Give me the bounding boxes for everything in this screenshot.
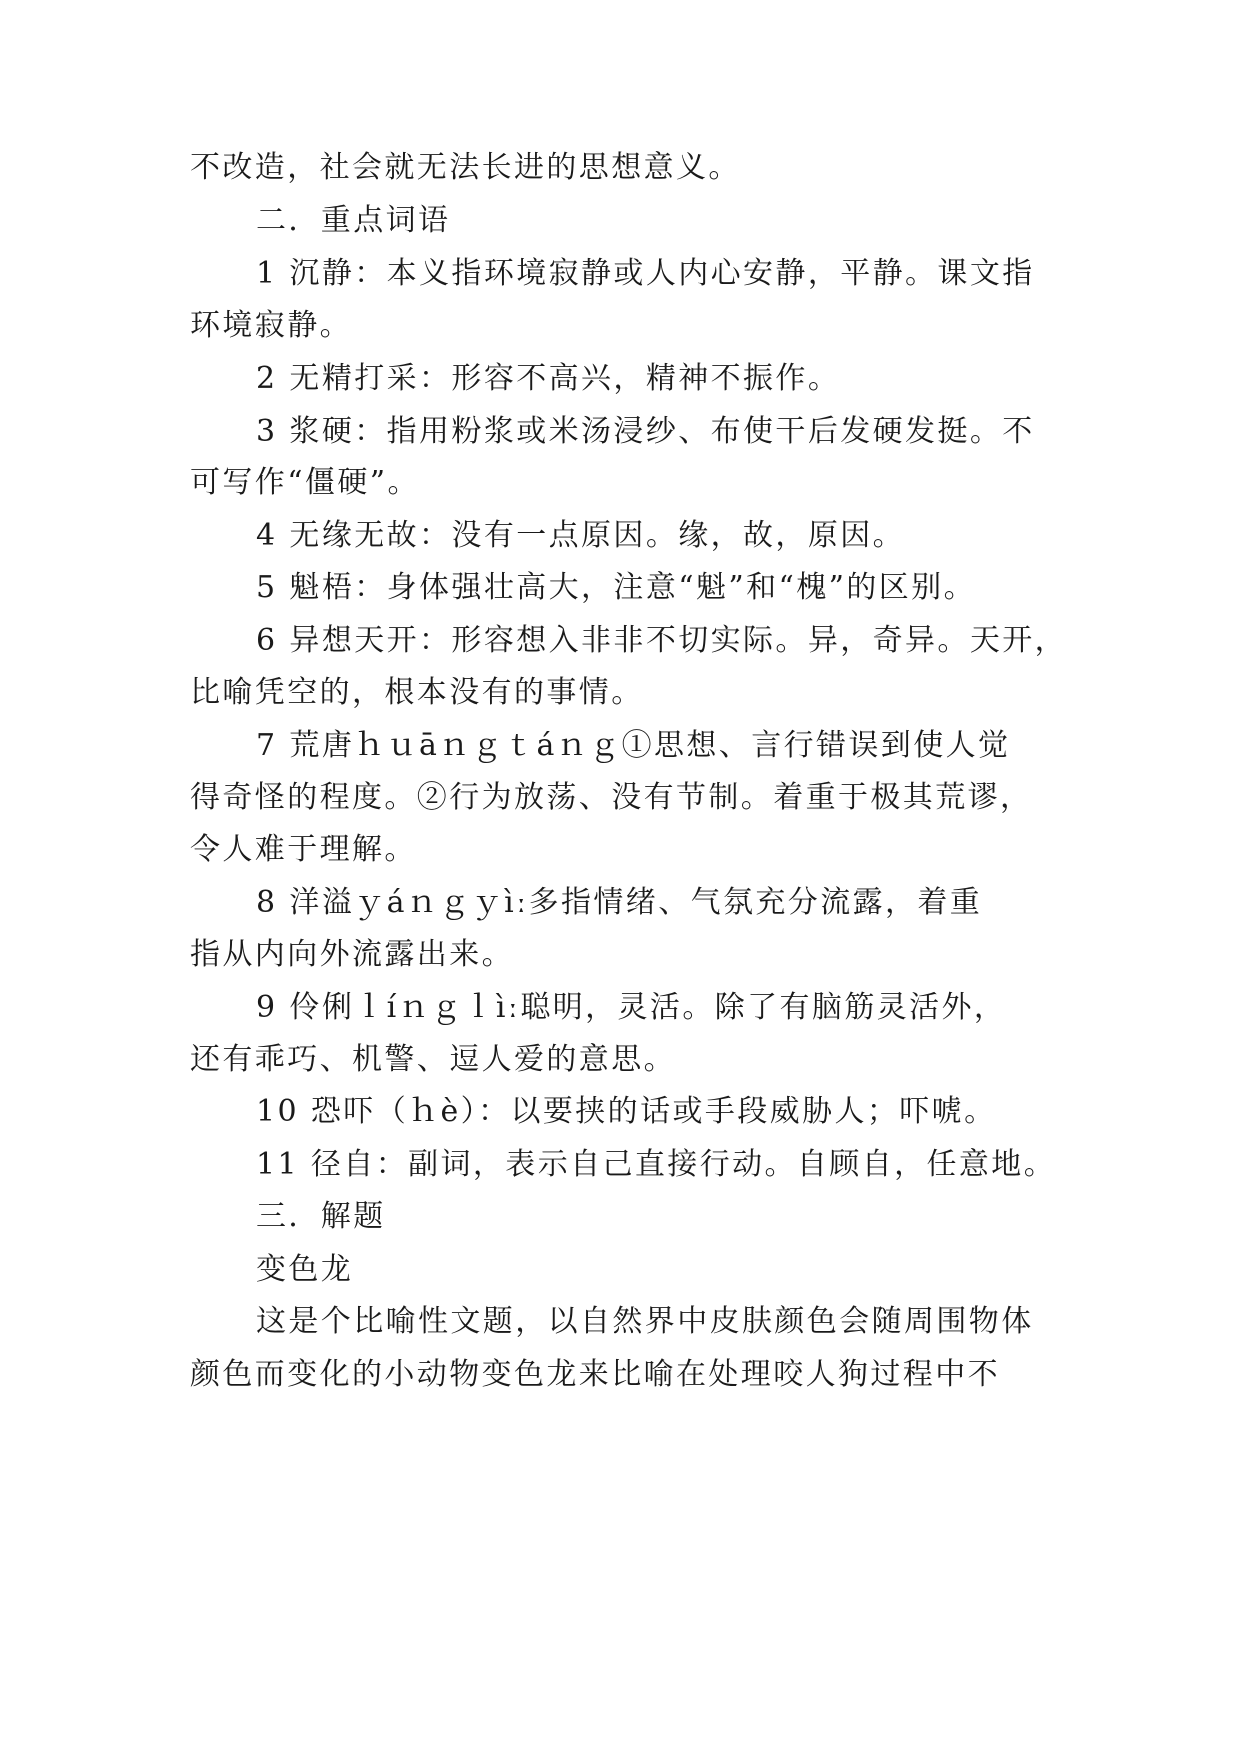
text-line: 变色龙 <box>256 1252 354 1287</box>
text-line: 可写作“僵硬”。 <box>190 465 420 500</box>
section-heading: 三．解题 <box>256 1199 386 1234</box>
text-line: 比喻凭空的，根本没有的事情。 <box>190 675 644 710</box>
text-line: 2 无精打采：形容不高兴，精神不振作。 <box>256 361 841 396</box>
text-line: 指从内向外流露出来。 <box>190 937 514 972</box>
text-line: 5 魁梧：身体强壮高大，注意“魁”和“槐”的区别。 <box>256 570 976 605</box>
text-line: 10 恐吓（ｈè）：以要挟的话或手段威胁人；吓唬。 <box>256 1094 997 1129</box>
text-line: 这是个比喻性文题，以自然界中皮肤颜色会随周围物体 <box>256 1304 1034 1339</box>
text-line: 9 伶俐ｌíｎｇｌìː聪明，灵活。除了有脑筋灵活外， <box>256 990 1007 1025</box>
text-line: 令人难于理解。 <box>190 832 417 867</box>
section-heading: 二．重点词语 <box>256 203 451 238</box>
text-line: 6 异想天开：形容想入非非不切实际。异，奇异。天开， <box>256 623 1068 658</box>
text-line: 11 径自：副词，表示自己直接行动。自顾自，任意地。 <box>256 1147 1057 1182</box>
text-line: 7 荒唐ｈｕāｎｇｔáｎｇ①思想、言行错误到使人觉 <box>256 728 1011 763</box>
text-line: 环境寂静。 <box>190 308 352 343</box>
text-line: 1 沉静：本义指环境寂静或人内心安静，平静。课文指 <box>256 256 1035 291</box>
text-line: 得奇怪的程度。②行为放荡、没有节制。着重于极其荒谬， <box>190 780 1033 815</box>
text-line: 不改造，社会就无法长进的思想意义。 <box>190 150 741 185</box>
text-line: 颜色而变化的小动物变色龙来比喻在处理咬人狗过程中不 <box>190 1357 1000 1392</box>
text-line: 8 洋溢ｙáｎｇｙìː多指情绪、气氛充分流露，着重 <box>256 885 983 920</box>
text-line: 4 无缘无故：没有一点原因。缘，故，原因。 <box>256 518 906 553</box>
text-line: 还有乖巧、机警、逗人爱的意思。 <box>190 1042 676 1077</box>
text-line: 3 浆硬：指用粉浆或米汤浸纱、布使干后发硬发挺。不 <box>256 414 1035 449</box>
